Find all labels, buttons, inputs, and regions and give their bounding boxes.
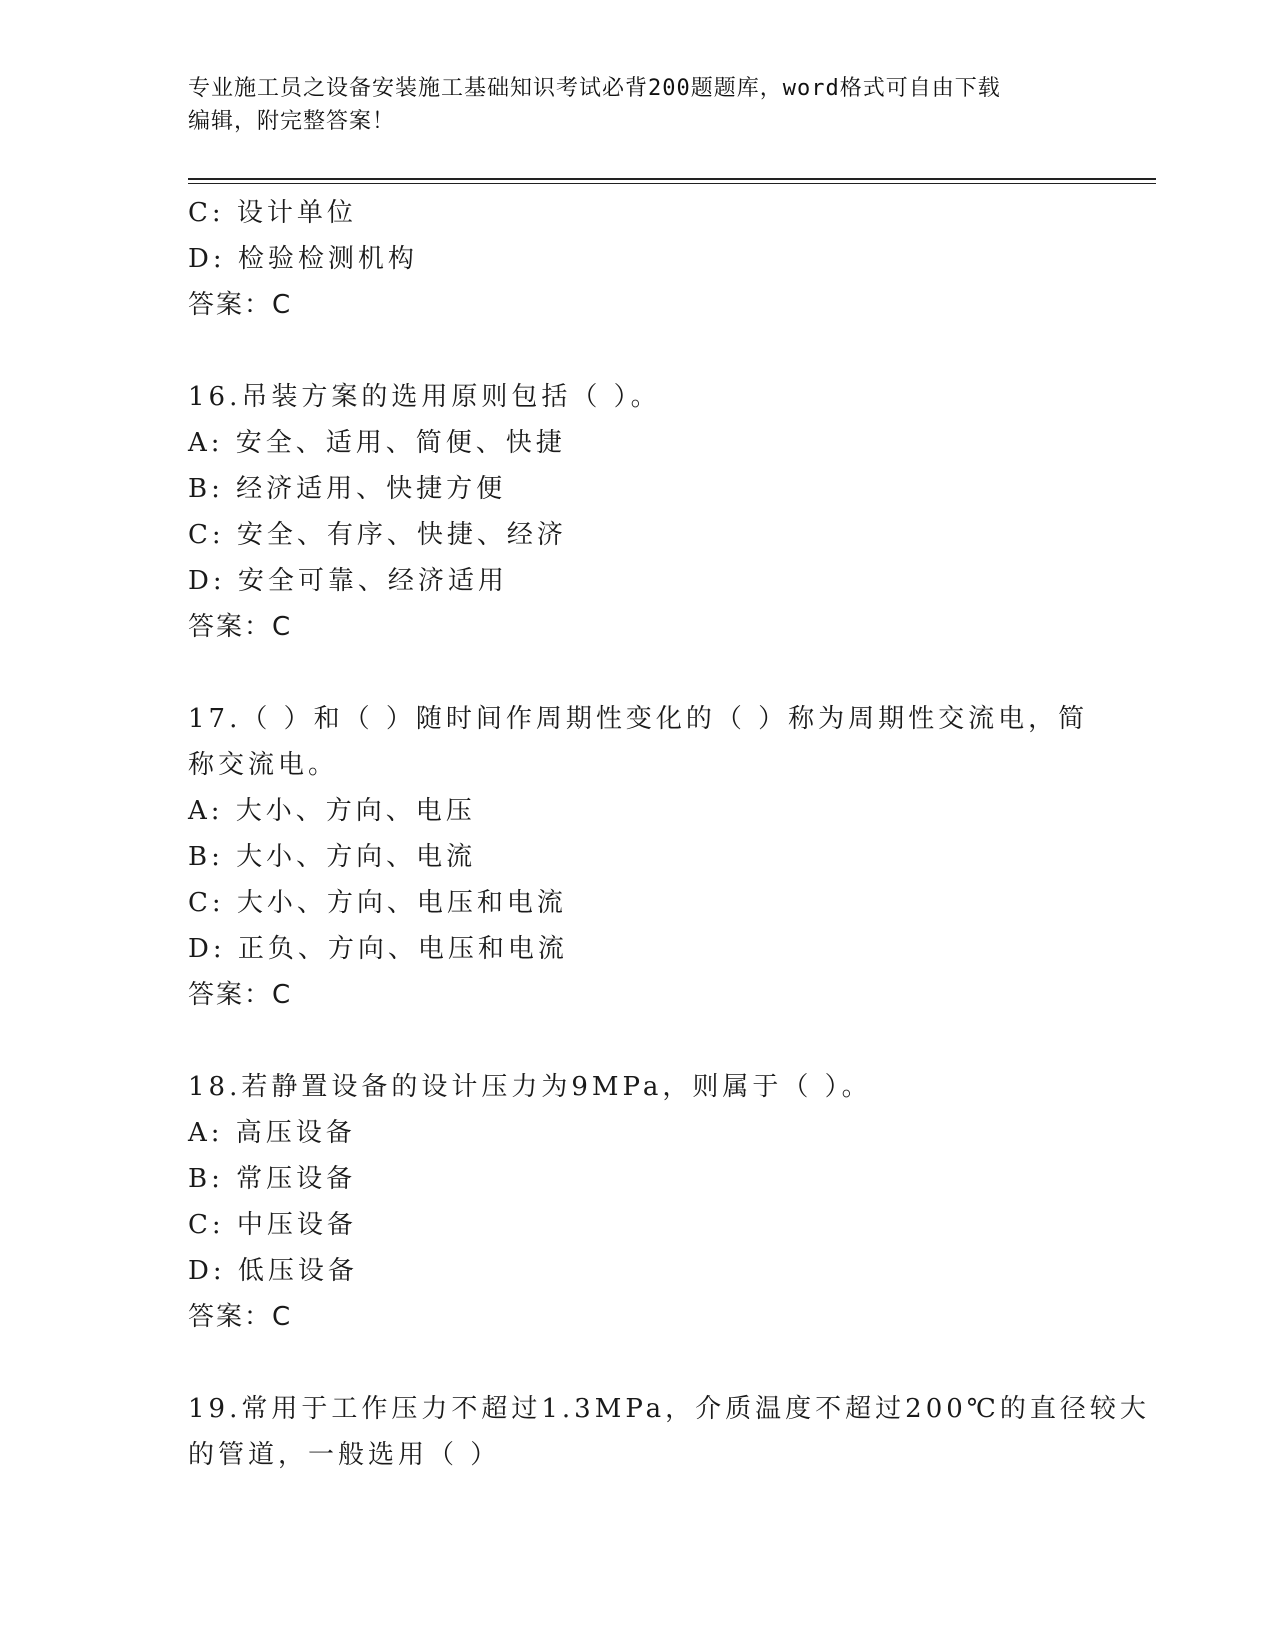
- spacer: [188, 1340, 1088, 1386]
- option-d: D: 安全可靠、经济适用: [188, 566, 508, 596]
- option-b: B: 大小、方向、电流: [188, 842, 477, 872]
- answer-line: 答案：C: [188, 612, 293, 642]
- option-d: D: 低压设备: [188, 1256, 358, 1286]
- option-a: A: 高压设备: [188, 1118, 356, 1148]
- spacer: [188, 650, 1088, 696]
- option-d: D: 检验检测机构: [188, 244, 418, 274]
- answer-line: 答案：C: [188, 980, 293, 1010]
- question-stem: 19.常用于工作压力不超过1.3MPa，介质温度不超过200℃的直径较大: [188, 1394, 1150, 1424]
- answer-line: 答案：C: [188, 1302, 293, 1332]
- question-stem-continued: 称交流电。: [188, 750, 339, 780]
- header-divider-thick: [188, 178, 1156, 180]
- answer-line: 答案：C: [188, 290, 293, 320]
- option-c: C: 设计单位: [188, 198, 357, 228]
- question-stem-continued: 的管道，一般选用（ ）: [188, 1440, 501, 1470]
- option-c: C: 中压设备: [188, 1210, 357, 1240]
- header-line-1: 专业施工员之设备安装施工基础知识考试必背200题题库，word格式可自由下载: [188, 76, 1001, 101]
- option-c: C: 大小、方向、电压和电流: [188, 888, 567, 918]
- header-divider-thin: [188, 183, 1156, 184]
- option-a: A: 安全、适用、简便、快捷: [188, 428, 566, 458]
- question-list: [188, 190, 1150, 1478]
- header-line-2: 编辑，附完整答案！: [188, 109, 396, 134]
- document-header: [188, 72, 1088, 138]
- question-stem: 18.若静置设备的设计压力为9MPa，则属于（ ）。: [188, 1072, 872, 1102]
- option-b: B: 经济适用、快捷方便: [188, 474, 507, 504]
- spacer: [188, 328, 1088, 374]
- option-b: B: 常压设备: [188, 1164, 357, 1194]
- question-stem: 16.吊装方案的选用原则包括（ ）。: [188, 382, 661, 412]
- spacer: [188, 1018, 1088, 1064]
- option-d: D: 正负、方向、电压和电流: [188, 934, 568, 964]
- option-c: C: 安全、有序、快捷、经济: [188, 520, 567, 550]
- option-a: A: 大小、方向、电压: [188, 796, 476, 826]
- question-stem: 17.（ ）和（ ）随时间作周期性变化的（ ）称为周期性交流电，简: [188, 704, 1089, 734]
